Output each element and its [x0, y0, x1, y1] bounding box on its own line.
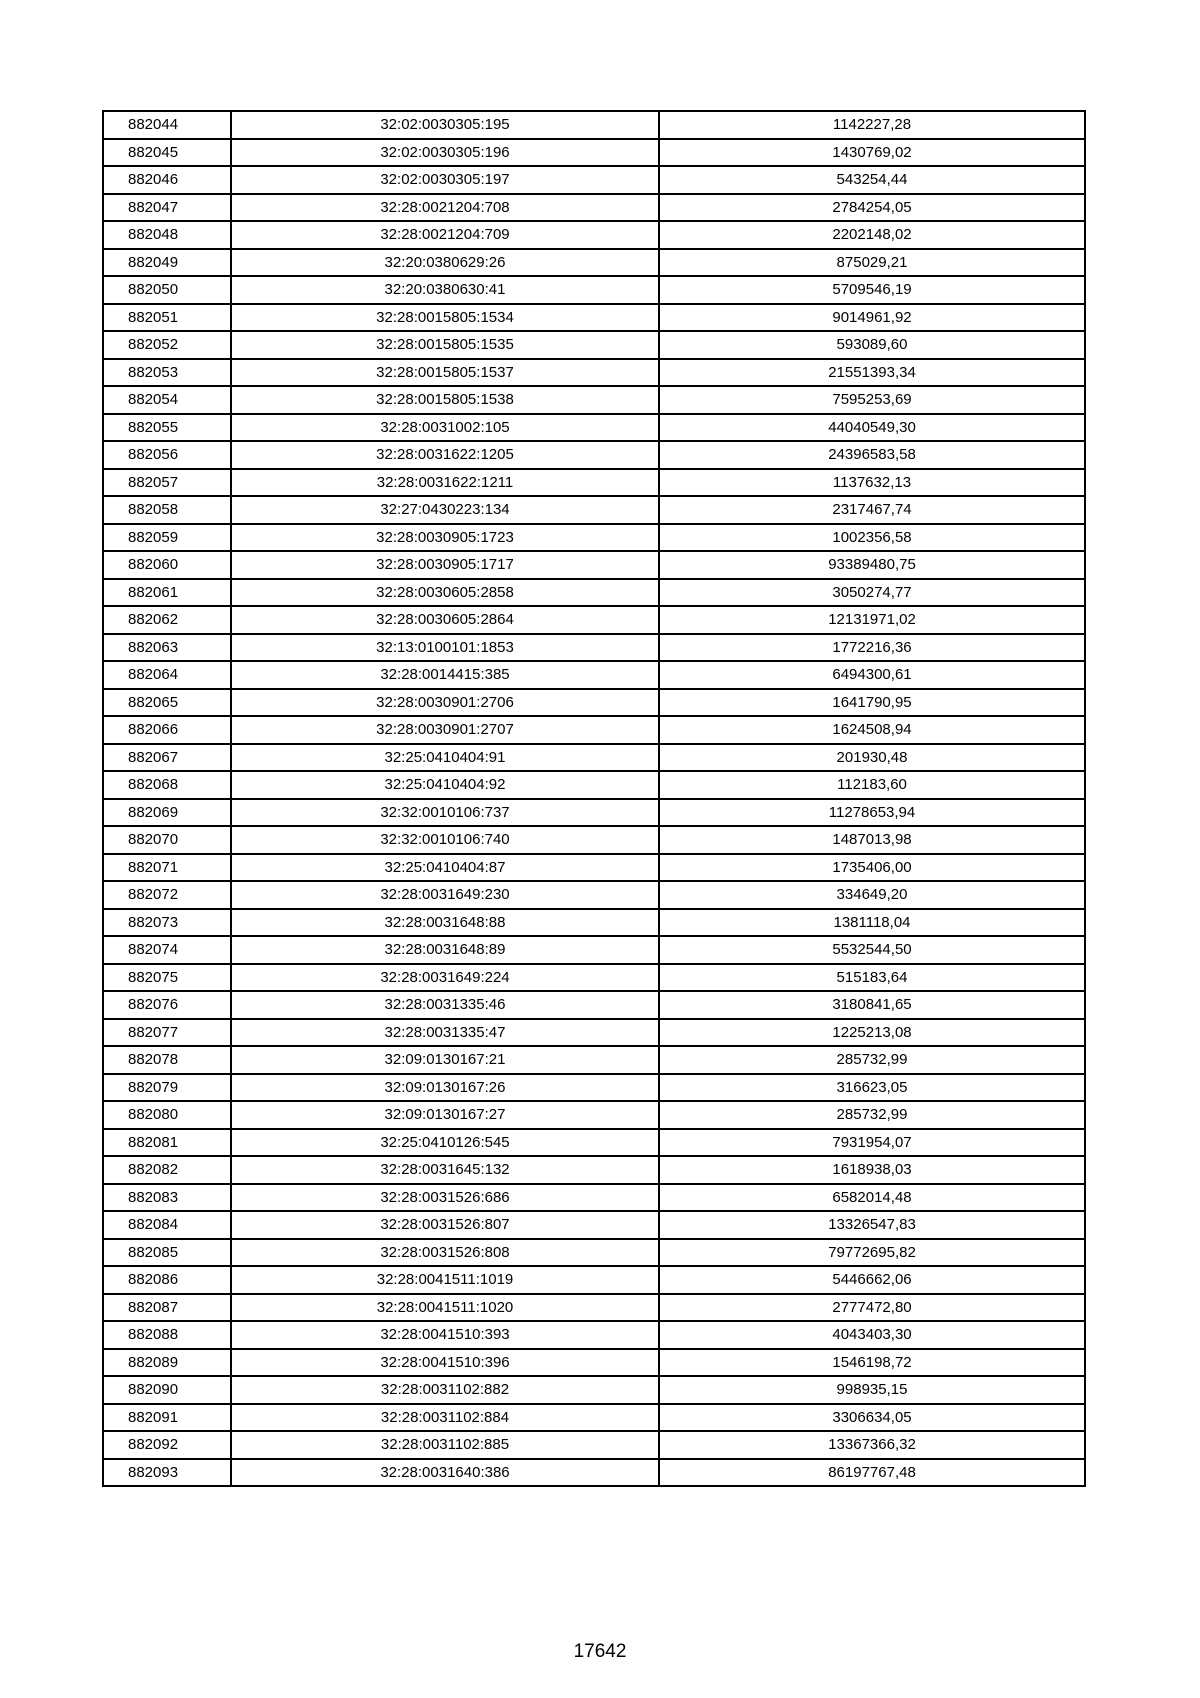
row-id-cell: 882090: [103, 1376, 231, 1404]
cadastral-number-cell: 32:25:0410404:91: [231, 744, 659, 772]
table-row: [103, 689, 1085, 717]
value-cell: 7595253,69: [659, 386, 1085, 414]
value-cell: 11278653,94: [659, 799, 1085, 827]
cadastral-number-cell: 32:09:0130167:26: [231, 1074, 659, 1102]
row-id-cell: 882064: [103, 661, 231, 689]
value-cell: 93389480,75: [659, 551, 1085, 579]
table-row: [103, 414, 1085, 442]
row-id-cell: 882076: [103, 991, 231, 1019]
row-id-cell: 882068: [103, 771, 231, 799]
table-row: [103, 496, 1085, 524]
cadastral-number-cell: 32:28:0031640:386: [231, 1459, 659, 1487]
row-id-cell: 882045: [103, 139, 231, 167]
table-row: [103, 634, 1085, 662]
table-row: [103, 1266, 1085, 1294]
cadastral-number-cell: 32:28:0030605:2858: [231, 579, 659, 607]
row-id-cell: 882052: [103, 331, 231, 359]
table-row: [103, 909, 1085, 937]
row-id-cell: 882082: [103, 1156, 231, 1184]
table-row: [103, 166, 1085, 194]
row-id-cell: 882084: [103, 1211, 231, 1239]
cadastral-number-cell: 32:28:0031526:807: [231, 1211, 659, 1239]
page-number: 17642: [573, 1641, 627, 1662]
row-id-cell: 882050: [103, 276, 231, 304]
table-row: [103, 359, 1085, 387]
cadastral-number-cell: 32:28:0030905:1723: [231, 524, 659, 552]
value-cell: 1735406,00: [659, 854, 1085, 882]
row-id-cell: 882070: [103, 826, 231, 854]
row-id-cell: 882091: [103, 1404, 231, 1432]
cadastral-number-cell: 32:28:0031102:885: [231, 1431, 659, 1459]
row-id-cell: 882056: [103, 441, 231, 469]
cadastral-number-cell: 32:25:0410404:87: [231, 854, 659, 882]
value-cell: 316623,05: [659, 1074, 1085, 1102]
row-id-cell: 882046: [103, 166, 231, 194]
row-id-cell: 882053: [103, 359, 231, 387]
cadastral-number-cell: 32:28:0031622:1205: [231, 441, 659, 469]
value-cell: 3180841,65: [659, 991, 1085, 1019]
cadastral-number-cell: 32:32:0010106:737: [231, 799, 659, 827]
cadastral-number-cell: 32:28:0031649:230: [231, 881, 659, 909]
value-cell: 6494300,61: [659, 661, 1085, 689]
row-id-cell: 882088: [103, 1321, 231, 1349]
row-id-cell: 882062: [103, 606, 231, 634]
cadastral-number-cell: 32:28:0031526:686: [231, 1184, 659, 1212]
cadastral-number-cell: 32:28:0031335:47: [231, 1019, 659, 1047]
value-cell: 6582014,48: [659, 1184, 1085, 1212]
cadastral-number-cell: 32:28:0015805:1537: [231, 359, 659, 387]
value-cell: 1002356,58: [659, 524, 1085, 552]
table-row: [103, 194, 1085, 222]
table-row: [103, 276, 1085, 304]
row-id-cell: 882049: [103, 249, 231, 277]
row-id-cell: 882086: [103, 1266, 231, 1294]
table-row: [103, 1349, 1085, 1377]
value-cell: 86197767,48: [659, 1459, 1085, 1487]
table-row: [103, 744, 1085, 772]
cadastral-number-cell: 32:28:0015805:1538: [231, 386, 659, 414]
table-row: [103, 1211, 1085, 1239]
cadastral-number-cell: 32:28:0031648:89: [231, 936, 659, 964]
value-cell: 1618938,03: [659, 1156, 1085, 1184]
cadastral-number-cell: 32:28:0021204:709: [231, 221, 659, 249]
value-cell: 1381118,04: [659, 909, 1085, 937]
value-cell: 285732,99: [659, 1046, 1085, 1074]
cadastral-number-cell: 32:28:0031649:224: [231, 964, 659, 992]
table-row: [103, 139, 1085, 167]
table-row: [103, 1459, 1085, 1487]
table-row: [103, 1239, 1085, 1267]
row-id-cell: 882092: [103, 1431, 231, 1459]
cadastral-number-cell: 32:28:0015805:1535: [231, 331, 659, 359]
table-row: [103, 469, 1085, 497]
table-row: [103, 991, 1085, 1019]
cadastral-number-cell: 32:25:0410126:545: [231, 1129, 659, 1157]
table-row: [103, 1431, 1085, 1459]
value-cell: 1641790,95: [659, 689, 1085, 717]
value-cell: 201930,48: [659, 744, 1085, 772]
table-row: [103, 579, 1085, 607]
value-cell: 875029,21: [659, 249, 1085, 277]
table-row: [103, 386, 1085, 414]
cadastral-number-cell: 32:13:0100101:1853: [231, 634, 659, 662]
row-id-cell: 882047: [103, 194, 231, 222]
value-cell: 1624508,94: [659, 716, 1085, 744]
cadastral-number-cell: 32:09:0130167:27: [231, 1101, 659, 1129]
value-cell: 1487013,98: [659, 826, 1085, 854]
cadastral-number-cell: 32:25:0410404:92: [231, 771, 659, 799]
cadastral-number-cell: 32:32:0010106:740: [231, 826, 659, 854]
cadastral-number-cell: 32:28:0021204:708: [231, 194, 659, 222]
row-id-cell: 882078: [103, 1046, 231, 1074]
value-cell: 21551393,34: [659, 359, 1085, 387]
row-id-cell: 882059: [103, 524, 231, 552]
cadastral-number-cell: 32:28:0030901:2706: [231, 689, 659, 717]
value-cell: 515183,64: [659, 964, 1085, 992]
value-cell: 4043403,30: [659, 1321, 1085, 1349]
value-cell: 3306634,05: [659, 1404, 1085, 1432]
value-cell: 2784254,05: [659, 194, 1085, 222]
cadastral-number-cell: 32:20:0380629:26: [231, 249, 659, 277]
value-cell: 1137632,13: [659, 469, 1085, 497]
cadastral-number-cell: 32:27:0430223:134: [231, 496, 659, 524]
value-cell: 7931954,07: [659, 1129, 1085, 1157]
cadastral-number-cell: 32:28:0031002:105: [231, 414, 659, 442]
row-id-cell: 882067: [103, 744, 231, 772]
table-row: [103, 771, 1085, 799]
value-cell: 2317467,74: [659, 496, 1085, 524]
value-cell: 112183,60: [659, 771, 1085, 799]
row-id-cell: 882079: [103, 1074, 231, 1102]
cadastral-number-cell: 32:28:0041510:396: [231, 1349, 659, 1377]
cadastral-number-cell: 32:28:0030901:2707: [231, 716, 659, 744]
row-id-cell: 882065: [103, 689, 231, 717]
value-cell: 24396583,58: [659, 441, 1085, 469]
value-cell: 593089,60: [659, 331, 1085, 359]
row-id-cell: 882048: [103, 221, 231, 249]
cadastral-number-cell: 32:28:0031622:1211: [231, 469, 659, 497]
cadastral-number-cell: 32:28:0041511:1020: [231, 1294, 659, 1322]
row-id-cell: 882051: [103, 304, 231, 332]
cadastral-number-cell: 32:28:0041511:1019: [231, 1266, 659, 1294]
cadastral-number-cell: 32:28:0031526:808: [231, 1239, 659, 1267]
table-row: [103, 1376, 1085, 1404]
cadastral-number-cell: 32:02:0030305:197: [231, 166, 659, 194]
cadastral-number-cell: 32:28:0030905:1717: [231, 551, 659, 579]
row-id-cell: 882077: [103, 1019, 231, 1047]
table-row: [103, 1074, 1085, 1102]
cadastral-number-cell: 32:28:0014415:385: [231, 661, 659, 689]
table-row: [103, 606, 1085, 634]
table-row: [103, 551, 1085, 579]
table-row: [103, 1019, 1085, 1047]
cadastral-number-cell: 32:28:0031648:88: [231, 909, 659, 937]
table-row: [103, 881, 1085, 909]
cadastral-value-table: [102, 110, 1086, 1487]
table-row: [103, 304, 1085, 332]
table-row: [103, 716, 1085, 744]
row-id-cell: 882069: [103, 799, 231, 827]
row-id-cell: 882089: [103, 1349, 231, 1377]
cadastral-number-cell: 32:28:0041510:393: [231, 1321, 659, 1349]
value-cell: 9014961,92: [659, 304, 1085, 332]
row-id-cell: 882054: [103, 386, 231, 414]
value-cell: 1142227,28: [659, 111, 1085, 139]
value-cell: 3050274,77: [659, 579, 1085, 607]
table-row: [103, 1156, 1085, 1184]
table-row: [103, 524, 1085, 552]
table-row: [103, 1184, 1085, 1212]
row-id-cell: 882083: [103, 1184, 231, 1212]
row-id-cell: 882093: [103, 1459, 231, 1487]
table-row: [103, 799, 1085, 827]
table-row: [103, 331, 1085, 359]
cadastral-number-cell: 32:02:0030305:195: [231, 111, 659, 139]
table-row: [103, 1404, 1085, 1432]
value-cell: 13367366,32: [659, 1431, 1085, 1459]
value-cell: 13326547,83: [659, 1211, 1085, 1239]
row-id-cell: 882081: [103, 1129, 231, 1157]
value-cell: 285732,99: [659, 1101, 1085, 1129]
table-row: [103, 964, 1085, 992]
cadastral-number-cell: 32:09:0130167:21: [231, 1046, 659, 1074]
value-cell: 5446662,06: [659, 1266, 1085, 1294]
table-row: [103, 221, 1085, 249]
value-cell: 1546198,72: [659, 1349, 1085, 1377]
row-id-cell: 882057: [103, 469, 231, 497]
row-id-cell: 882075: [103, 964, 231, 992]
cadastral-number-cell: 32:02:0030305:196: [231, 139, 659, 167]
row-id-cell: 882085: [103, 1239, 231, 1267]
value-cell: 543254,44: [659, 166, 1085, 194]
table-row: [103, 441, 1085, 469]
row-id-cell: 882073: [103, 909, 231, 937]
row-id-cell: 882087: [103, 1294, 231, 1322]
value-cell: 44040549,30: [659, 414, 1085, 442]
row-id-cell: 882066: [103, 716, 231, 744]
row-id-cell: 882071: [103, 854, 231, 882]
table-row: [103, 1129, 1085, 1157]
cadastral-number-cell: 32:28:0031335:46: [231, 991, 659, 1019]
table-row: [103, 249, 1085, 277]
value-cell: 79772695,82: [659, 1239, 1085, 1267]
table-row: [103, 661, 1085, 689]
row-id-cell: 882061: [103, 579, 231, 607]
table-row: [103, 1046, 1085, 1074]
table-body: [103, 111, 1085, 1486]
table-row: [103, 1321, 1085, 1349]
value-cell: 334649,20: [659, 881, 1085, 909]
value-cell: 1225213,08: [659, 1019, 1085, 1047]
value-cell: 2777472,80: [659, 1294, 1085, 1322]
value-cell: 998935,15: [659, 1376, 1085, 1404]
value-cell: 12131971,02: [659, 606, 1085, 634]
cadastral-number-cell: 32:20:0380630:41: [231, 276, 659, 304]
value-cell: 5709546,19: [659, 276, 1085, 304]
table-row: [103, 111, 1085, 139]
table-row: [103, 854, 1085, 882]
row-id-cell: 882074: [103, 936, 231, 964]
row-id-cell: 882055: [103, 414, 231, 442]
table-row: [103, 1294, 1085, 1322]
cadastral-number-cell: 32:28:0031102:884: [231, 1404, 659, 1432]
value-cell: 1772216,36: [659, 634, 1085, 662]
value-cell: 2202148,02: [659, 221, 1085, 249]
cadastral-number-cell: 32:28:0030605:2864: [231, 606, 659, 634]
row-id-cell: 882072: [103, 881, 231, 909]
value-cell: 1430769,02: [659, 139, 1085, 167]
cadastral-number-cell: 32:28:0031102:882: [231, 1376, 659, 1404]
row-id-cell: 882063: [103, 634, 231, 662]
table-row: [103, 936, 1085, 964]
cadastral-number-cell: 32:28:0031645:132: [231, 1156, 659, 1184]
row-id-cell: 882058: [103, 496, 231, 524]
row-id-cell: 882060: [103, 551, 231, 579]
table-row: [103, 826, 1085, 854]
cadastral-number-cell: 32:28:0015805:1534: [231, 304, 659, 332]
row-id-cell: 882080: [103, 1101, 231, 1129]
value-cell: 5532544,50: [659, 936, 1085, 964]
table-row: [103, 1101, 1085, 1129]
row-id-cell: 882044: [103, 111, 231, 139]
